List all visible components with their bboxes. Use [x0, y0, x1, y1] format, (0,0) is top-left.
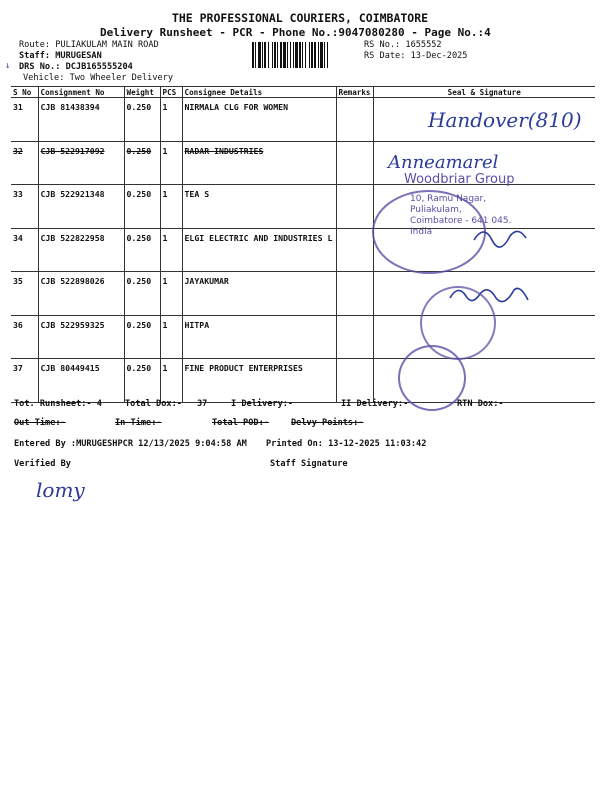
cell-pcs: 1 [160, 359, 182, 403]
cell-consignee: RADAR INDUSTRIES [182, 141, 336, 185]
signature-row-32: Anneamarel [388, 152, 499, 173]
cell-consignee: NIRMALA CLG FOR WOMEN [182, 98, 336, 142]
cell-sno: 37 [11, 359, 38, 403]
cell-consignee: ELGI ELECTRIC AND INDUSTRIES L [182, 228, 336, 272]
runsheet-title: Delivery Runsheet - PCR - Phone No.:9047080280 - Page No.:4 [100, 26, 491, 39]
cell-sno: 33 [11, 185, 38, 229]
table-row [11, 359, 595, 403]
vehicle-label: Vehicle: Two Wheeler Delivery [23, 73, 174, 83]
cell-pcs: 1 [160, 272, 182, 316]
col-consignee: Consignee Details [182, 87, 336, 98]
printed-on: Printed On: 13-12-2025 11:03:42 [266, 439, 427, 449]
cell-consignment: CJB 81438394 [38, 98, 124, 142]
col-seal-signature: Seal & Signature [373, 87, 595, 98]
cell-weight: 0.250 [124, 228, 160, 272]
company-name: THE PROFESSIONAL COURIERS, COIMBATORE [171, 11, 429, 25]
cell-sno: 36 [11, 315, 38, 359]
total-dox-value: 37 [197, 399, 208, 409]
barcode-bar [328, 42, 329, 68]
col-weight: Weight [124, 87, 160, 98]
col-sno: S No [11, 87, 38, 98]
tot-runsheet: Tot. Runsheet:- 4 [14, 399, 102, 409]
out-time: Out Time:- [14, 418, 66, 428]
cell-weight: 0.250 [124, 272, 160, 316]
cell-sno: 31 [11, 98, 38, 142]
margin-mark: ↓ [5, 61, 11, 71]
cell-pcs: 1 [160, 98, 182, 142]
stamp-address-line: Puliakulam, [410, 205, 462, 215]
staff-signature: Staff Signature [270, 459, 348, 469]
cell-consignment: CJB 522917092 [38, 141, 124, 185]
cell-remarks [336, 359, 373, 403]
i-delivery: I Delivery:- [231, 399, 294, 409]
cell-pcs: 1 [160, 315, 182, 359]
delvy-points: Delvy Points:- [291, 418, 364, 428]
signature-row-31: Handover(810) [428, 108, 582, 132]
col-remarks: Remarks [336, 87, 373, 98]
rs-number: RS No.: 1655552 [364, 40, 442, 50]
stamp-address-line: 10, Ramu Nagar, [410, 194, 487, 204]
stamp-address-line: India [410, 227, 433, 237]
verified-by: Verified By [14, 459, 71, 469]
total-pod: Total POD:- [212, 418, 269, 428]
cell-weight: 0.250 [124, 359, 160, 403]
stamp-company: Woodbriar Group [404, 172, 515, 187]
cell-remarks [336, 185, 373, 229]
cell-sno: 35 [11, 272, 38, 316]
cell-consignment: CJB 522898026 [38, 272, 124, 316]
cell-remarks [336, 272, 373, 316]
table-header-row [11, 87, 595, 98]
cell-consignment: CJB 80449415 [38, 359, 124, 403]
cell-pcs: 1 [160, 228, 182, 272]
in-time: In Time:- [115, 418, 162, 428]
cell-weight: 0.250 [124, 315, 160, 359]
cell-consignment: CJB 522822958 [38, 228, 124, 272]
drs-number: DRS No.: DCJB165555204 [19, 62, 133, 72]
ii-delivery: II Delivery:- [341, 399, 409, 409]
cell-sno: 32 [11, 141, 38, 185]
cell-pcs: 1 [160, 141, 182, 185]
cell-consignment: CJB 522921348 [38, 185, 124, 229]
verified-signature: lomy [36, 478, 85, 502]
cell-weight: 0.250 [124, 141, 160, 185]
cell-consignment: CJB 522959325 [38, 315, 124, 359]
cell-remarks [336, 98, 373, 142]
staff-label: Staff: MURUGESAN [19, 51, 102, 61]
cell-consignee: TEA S [182, 185, 336, 229]
col-pcs: PCS [160, 87, 182, 98]
cell-consignee: JAYAKUMAR [182, 272, 336, 316]
cell-remarks [336, 315, 373, 359]
total-dox-label: Total Dox:- [125, 399, 182, 409]
cell-consignee: HITPA [182, 315, 336, 359]
barcode [252, 42, 360, 68]
rs-date: RS Date: 13-Dec-2025 [364, 51, 468, 61]
cell-weight: 0.250 [124, 185, 160, 229]
cell-consignee: FINE PRODUCT ENTERPRISES [182, 359, 336, 403]
cell-pcs: 1 [160, 185, 182, 229]
cell-sno: 34 [11, 228, 38, 272]
scribble-signature-34 [470, 222, 530, 250]
stamp-address-line: Coimbatore - 641 045. [410, 216, 512, 226]
table-row [11, 315, 595, 359]
route-label: Route: PULIAKULAM MAIN ROAD [19, 40, 159, 50]
cell-remarks [336, 141, 373, 185]
rtn-dox: RTN Dox:- [457, 399, 504, 409]
cell-weight: 0.250 [124, 98, 160, 142]
cell-remarks [336, 228, 373, 272]
col-consignment: Consignment No [38, 87, 124, 98]
entered-by: Entered By :MURUGESHPCR 12/13/2025 9:04:58 AM [14, 439, 247, 449]
